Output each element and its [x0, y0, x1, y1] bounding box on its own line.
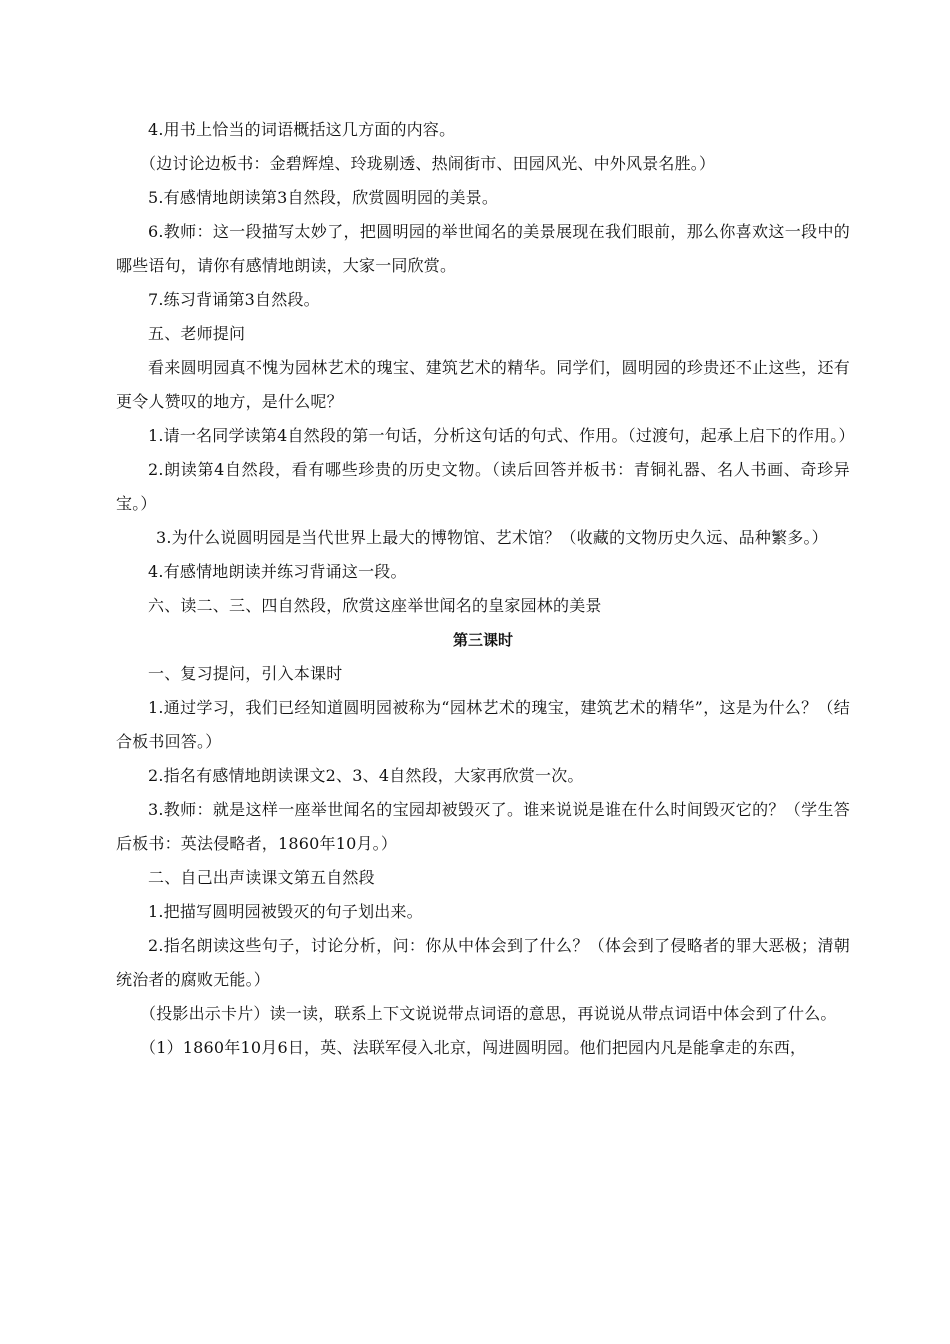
paragraph: 5.有感情地朗读第3自然段，欣赏圆明园的美景。 [148, 188, 499, 207]
document-body [116, 113, 855, 1065]
paragraph: 1.请一名同学读第4自然段的第一句话，分析这句话的句式、作用。（过渡句，起承上启下的作用。） [148, 426, 855, 445]
paragraph: （投影出示卡片）读一读，联系上下文说说带点词语的意思，再说说从带点词语中体会到了什么。 [140, 1004, 837, 1023]
paragraph: 6.教师：这一段描写太妙了，把圆明园的举世闻名的美景展现在我们眼前，那么你喜欢这一段中的哪些语句，请你有感情地朗读，大家一同欣赏。 [116, 222, 850, 275]
paragraph: （1）1860年10月6日，英、法联军侵入北京，闯进圆明园。他们把园内凡是能拿走的东西， [140, 1038, 807, 1057]
paragraph: 4.有感情地朗读并练习背诵这一段。 [148, 562, 407, 581]
paragraph: 2.朗读第4自然段，看有哪些珍贵的历史文物。（读后回答并板书：青铜礼器、名人书画、奇珍异宝。） [116, 460, 850, 513]
paragraph: 看来圆明园真不愧为园林艺术的瑰宝、建筑艺术的精华。同学们，圆明园的珍贵还不止这些，还有更令人赞叹的地方，是什么呢？ [116, 358, 850, 411]
lesson-title: 第三课时 [452, 631, 513, 649]
paragraph: 2.指名有感情地朗读课文2、3、4自然段，大家再欣赏一次。 [148, 766, 584, 785]
paragraph: 2.指名朗读这些句子，讨论分析，问：你从中体会到了什么？（体会到了侵略者的罪大恶极；清朝统治者的腐败无能。） [116, 936, 850, 989]
paragraph: 3.为什么说圆明园是当代世界上最大的博物馆、艺术馆？（收藏的文物历史久远、品种繁多。） [156, 528, 828, 547]
section-heading: 五、老师提问 [148, 324, 246, 343]
section-heading: 六、读二、三、四自然段，欣赏这座举世闻名的皇家园林的美景 [148, 596, 602, 615]
paragraph: （边讨论边板书：金碧辉煌、玲珑剔透、热闹街市、田园风光、中外风景名胜。） [140, 154, 716, 173]
section-heading: 二、自己出声读课文第五自然段 [148, 868, 375, 887]
paragraph: 7.练习背诵第3自然段。 [148, 290, 320, 309]
paragraph: 3.教师：就是这样一座举世闻名的宝园却被毁灭了。谁来说说是谁在什么时间毁灭它的？（学生答后板书：英法侵略者，1860年10月。） [116, 800, 850, 853]
paragraph: 1.把描写圆明园被毁灭的句子划出来。 [148, 902, 423, 921]
paragraph: 4.用书上恰当的词语概括这几方面的内容。 [148, 120, 456, 139]
section-heading: 一、复习提问，引入本课时 [148, 664, 343, 683]
paragraph: 1.通过学习，我们已经知道圆明园被称为“园林艺术的瑰宝，建筑艺术的精华”，这是为什么？（结合板书回答。） [116, 698, 850, 751]
